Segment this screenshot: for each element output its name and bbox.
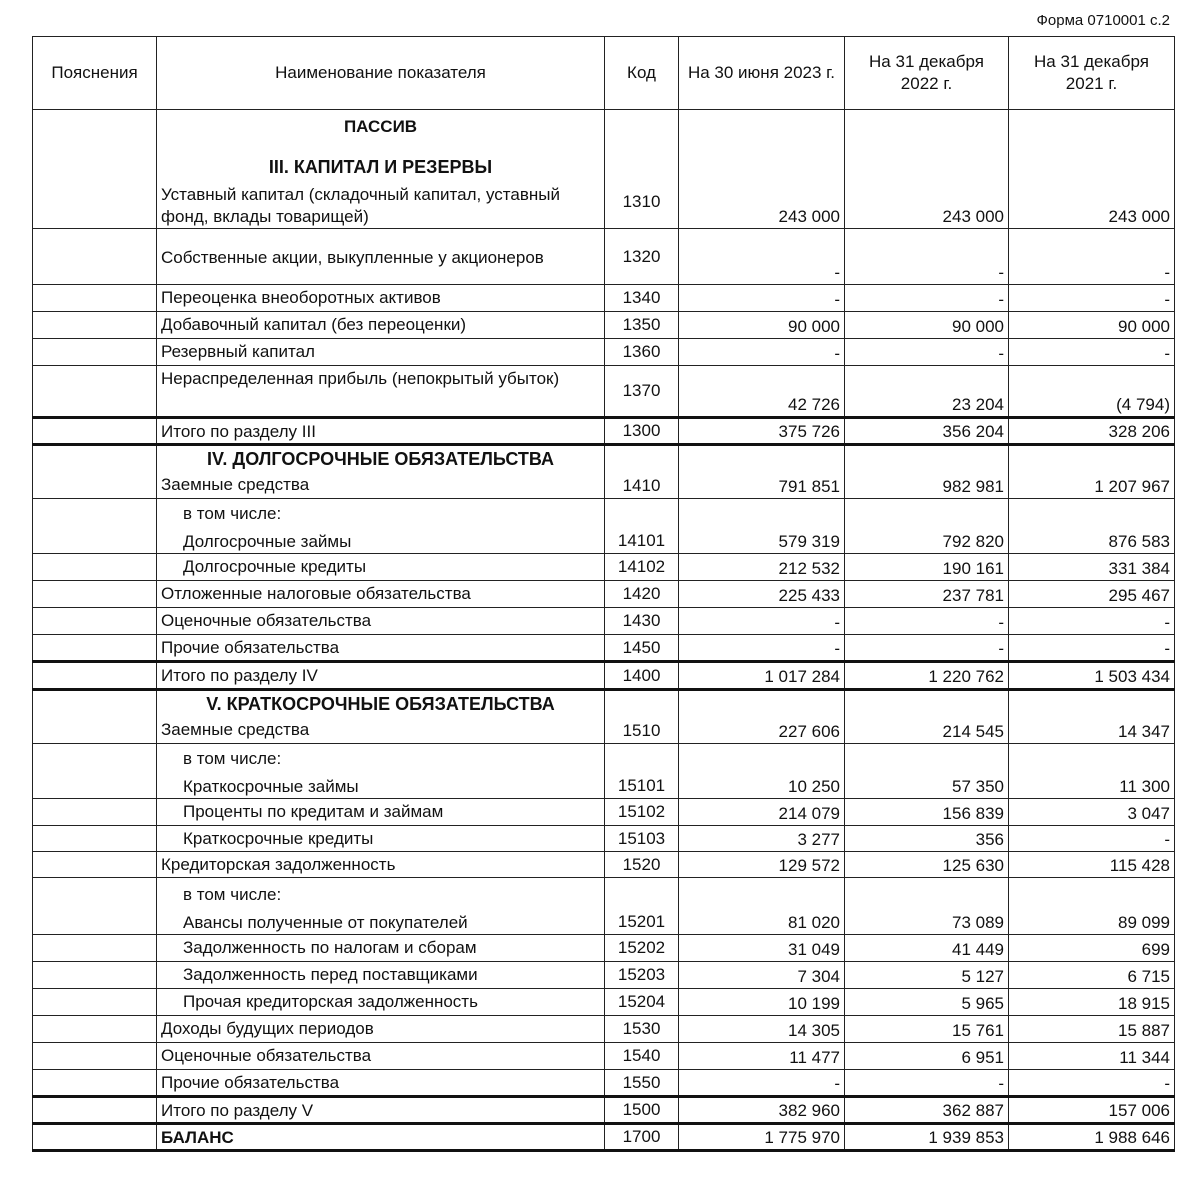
header-code: Код xyxy=(605,37,679,110)
row-name: Уставный капитал (складочный капитал, уставный фонд, вклады товарищей) xyxy=(161,185,560,226)
row-value-col3: 243 000 xyxy=(1009,110,1175,229)
row-name: Итого по разделу IV xyxy=(157,662,605,690)
row-value-col1: 227 606 xyxy=(679,690,845,744)
row-value-col1: - xyxy=(679,1070,845,1097)
row-value-col2: 214 545 xyxy=(845,690,1009,744)
row-name: Задолженность по налогам и сборам xyxy=(157,935,605,962)
row-name: Авансы полученные от покупателей xyxy=(183,913,468,932)
row-value-col3: 14 347 xyxy=(1009,690,1175,744)
row-value-col2: 243 000 xyxy=(845,110,1009,229)
section5-total-row xyxy=(33,1097,1175,1124)
form-number: Форма 0710001 с.2 xyxy=(1036,12,1170,29)
row-code: 1540 xyxy=(605,1043,679,1070)
table-header-row xyxy=(33,37,1175,110)
table-row xyxy=(33,285,1175,312)
row-value-col1: 382 960 xyxy=(679,1097,845,1124)
row-value-col1: 10 199 xyxy=(679,989,845,1016)
row-name: Добавочный капитал (без переоценки) xyxy=(157,312,605,339)
table-row xyxy=(33,581,1175,608)
row-value-col2: 190 161 xyxy=(845,554,1009,581)
table-row xyxy=(33,1043,1175,1070)
row-code: 15202 xyxy=(605,935,679,962)
row-code: 14101 xyxy=(605,499,679,554)
section3-total-row xyxy=(33,418,1175,445)
row-code: 15201 xyxy=(605,878,679,935)
header-name: Наименование показателя xyxy=(157,37,605,110)
row-value-col2: 23 204 xyxy=(845,366,1009,418)
row-code: 15203 xyxy=(605,962,679,989)
row-value-col2: - xyxy=(845,339,1009,366)
row-value-col2: 237 781 xyxy=(845,581,1009,608)
row-value-col1: 81 020 xyxy=(679,878,845,935)
table-row xyxy=(33,499,1175,554)
row-value-col2: 982 981 xyxy=(845,445,1009,499)
row-value-col1: 7 304 xyxy=(679,962,845,989)
row-value-col1: 129 572 xyxy=(679,852,845,878)
row-value-col3: 157 006 xyxy=(1009,1097,1175,1124)
row-code: 1350 xyxy=(605,312,679,339)
row-name: Прочие обязательства xyxy=(157,635,605,662)
row-value-col3: 89 099 xyxy=(1009,878,1175,935)
row-value-col1: - xyxy=(679,229,845,285)
row-value-col3: 331 384 xyxy=(1009,554,1175,581)
row-code: 1310 xyxy=(605,110,679,229)
including-label: в том числе: xyxy=(183,504,282,523)
including-label: в том числе: xyxy=(183,885,282,904)
row-value-col2: 73 089 xyxy=(845,878,1009,935)
row-name: Долгосрочные займы xyxy=(183,532,352,551)
row-name: Прочая кредиторская задолженность xyxy=(157,989,605,1016)
row-value-col1: 243 000 xyxy=(679,110,845,229)
row-value-col3: 6 715 xyxy=(1009,962,1175,989)
row-name: Итого по разделу III xyxy=(157,418,605,445)
row-value-col3: 1 988 646 xyxy=(1009,1124,1175,1151)
row-name: Долгосрочные кредиты xyxy=(157,554,605,581)
row-value-col3: - xyxy=(1009,339,1175,366)
row-name: Краткосрочные кредиты xyxy=(157,826,605,852)
header-notes: Пояснения xyxy=(33,37,157,110)
row-code: 1370 xyxy=(605,366,679,418)
row-value-col3: - xyxy=(1009,1070,1175,1097)
row-name: Заемные средства xyxy=(161,475,310,494)
row-code: 15204 xyxy=(605,989,679,1016)
balance-row xyxy=(33,1124,1175,1151)
row-value-col1: 1 017 284 xyxy=(679,662,845,690)
row-value-col3: 328 206 xyxy=(1009,418,1175,445)
row-value-col3: (4 794) xyxy=(1009,366,1175,418)
row-code: 1450 xyxy=(605,635,679,662)
row-value-col3: 876 583 xyxy=(1009,499,1175,554)
row-value-col1: 212 532 xyxy=(679,554,845,581)
including-label: в том числе: xyxy=(183,749,282,768)
table-row xyxy=(33,826,1175,852)
row-value-col3: 11 344 xyxy=(1009,1043,1175,1070)
row-value-col2: 6 951 xyxy=(845,1043,1009,1070)
row-name: Проценты по кредитам и займам xyxy=(157,799,605,826)
section-passive-title: ПАССИВ xyxy=(343,117,418,136)
row-code: 1300 xyxy=(605,418,679,445)
table-row xyxy=(33,1070,1175,1097)
row-value-col1: 791 851 xyxy=(679,445,845,499)
table-row xyxy=(33,312,1175,339)
table-row xyxy=(33,229,1175,285)
row-code: 1430 xyxy=(605,608,679,635)
row-value-col3: 11 300 xyxy=(1009,744,1175,799)
row-value-col1: - xyxy=(679,285,845,312)
row-name: Кредиторская задолженность xyxy=(157,852,605,878)
row-name: Оценочные обязательства xyxy=(157,1043,605,1070)
row-value-col2: 90 000 xyxy=(845,312,1009,339)
header-col1: На 30 июня 2023 г. xyxy=(679,37,845,110)
row-code: 1400 xyxy=(605,662,679,690)
row-name: Доходы будущих периодов xyxy=(157,1016,605,1043)
row-code: 15101 xyxy=(605,744,679,799)
row-value-col3: - xyxy=(1009,229,1175,285)
row-value-col1: 3 277 xyxy=(679,826,845,852)
row-name: Итого по разделу V xyxy=(157,1097,605,1124)
row-value-col2: 362 887 xyxy=(845,1097,1009,1124)
header-col3: На 31 декабря 2021 г. xyxy=(1009,37,1175,110)
row-name: Отложенные налоговые обязательства xyxy=(157,581,605,608)
section4-total-row xyxy=(33,662,1175,690)
row-name: Резервный капитал xyxy=(157,339,605,366)
section3-title: III. КАПИТАЛ И РЕЗЕРВЫ xyxy=(268,157,493,177)
row-value-col2: 5 965 xyxy=(845,989,1009,1016)
table-row xyxy=(33,935,1175,962)
table-row xyxy=(33,744,1175,799)
row-value-col1: - xyxy=(679,339,845,366)
row-code: 1700 xyxy=(605,1124,679,1151)
section5-borrowed-row xyxy=(33,690,1175,744)
row-value-col1: - xyxy=(679,635,845,662)
table-row xyxy=(33,608,1175,635)
row-value-col2: - xyxy=(845,1070,1009,1097)
row-value-col1: 214 079 xyxy=(679,799,845,826)
table-row xyxy=(33,989,1175,1016)
section4-borrowed-row xyxy=(33,445,1175,499)
row-value-col2: - xyxy=(845,229,1009,285)
row-value-col2: - xyxy=(845,635,1009,662)
row-value-col3: 18 915 xyxy=(1009,989,1175,1016)
row-code: 1360 xyxy=(605,339,679,366)
row-value-col1: 1 775 970 xyxy=(679,1124,845,1151)
table-row xyxy=(33,554,1175,581)
row-name: Нераспределенная прибыль (непокрытый убыток) xyxy=(157,366,605,418)
row-value-col2: 792 820 xyxy=(845,499,1009,554)
row-value-col3: 1 207 967 xyxy=(1009,445,1175,499)
row-name: Переоценка внеоборотных активов xyxy=(157,285,605,312)
row-code: 1520 xyxy=(605,852,679,878)
table-row xyxy=(33,366,1175,418)
table-row xyxy=(33,852,1175,878)
row-value-col1: 42 726 xyxy=(679,366,845,418)
row-code: 1550 xyxy=(605,1070,679,1097)
row-value-col3: 699 xyxy=(1009,935,1175,962)
row-name: Прочие обязательства xyxy=(157,1070,605,1097)
row-code: 1500 xyxy=(605,1097,679,1124)
row-value-col3: - xyxy=(1009,285,1175,312)
balance-sheet-table xyxy=(32,36,1175,1152)
row-code: 1340 xyxy=(605,285,679,312)
row-code: 15102 xyxy=(605,799,679,826)
row-value-col2: 356 204 xyxy=(845,418,1009,445)
row-value-col1: 225 433 xyxy=(679,581,845,608)
row-value-col2: 1 220 762 xyxy=(845,662,1009,690)
row-value-col1: 14 305 xyxy=(679,1016,845,1043)
table-row xyxy=(33,799,1175,826)
row-value-col2: - xyxy=(845,608,1009,635)
header-col2: На 31 декабря 2022 г. xyxy=(845,37,1009,110)
row-value-col2: 125 630 xyxy=(845,852,1009,878)
row-value-col1: 579 319 xyxy=(679,499,845,554)
row-value-col1: 11 477 xyxy=(679,1043,845,1070)
row-code: 15103 xyxy=(605,826,679,852)
row-value-col3: 3 047 xyxy=(1009,799,1175,826)
section-passive-row xyxy=(33,110,1175,229)
row-name: Задолженность перед поставщиками xyxy=(157,962,605,989)
row-code: 1530 xyxy=(605,1016,679,1043)
row-value-col1: - xyxy=(679,608,845,635)
row-value-col3: 90 000 xyxy=(1009,312,1175,339)
row-value-col1: 375 726 xyxy=(679,418,845,445)
row-value-col1: 10 250 xyxy=(679,744,845,799)
row-code: 14102 xyxy=(605,554,679,581)
table-row xyxy=(33,635,1175,662)
row-value-col2: 5 127 xyxy=(845,962,1009,989)
table-row xyxy=(33,1016,1175,1043)
section4-title: IV. ДОЛГОСРОЧНЫЕ ОБЯЗАТЕЛЬСТВА xyxy=(207,449,554,469)
section5-title: V. КРАТКОСРОЧНЫЕ ОБЯЗАТЕЛЬСТВА xyxy=(206,694,555,714)
table-row xyxy=(33,878,1175,935)
row-value-col3: - xyxy=(1009,608,1175,635)
row-value-col2: 356 xyxy=(845,826,1009,852)
row-value-col2: 15 761 xyxy=(845,1016,1009,1043)
table-row xyxy=(33,339,1175,366)
row-code: 1410 xyxy=(605,445,679,499)
row-value-col2: 41 449 xyxy=(845,935,1009,962)
row-value-col1: 90 000 xyxy=(679,312,845,339)
row-name: Краткосрочные займы xyxy=(183,777,359,796)
row-value-col3: 1 503 434 xyxy=(1009,662,1175,690)
row-value-col3: 15 887 xyxy=(1009,1016,1175,1043)
row-value-col3: - xyxy=(1009,826,1175,852)
row-value-col2: 57 350 xyxy=(845,744,1009,799)
row-name: БАЛАНС xyxy=(157,1124,605,1151)
row-value-col3: 115 428 xyxy=(1009,852,1175,878)
row-name: Собственные акции, выкупленные у акционеров xyxy=(157,229,605,285)
row-code: 1320 xyxy=(605,229,679,285)
row-value-col2: 1 939 853 xyxy=(845,1124,1009,1151)
row-value-col1: 31 049 xyxy=(679,935,845,962)
row-name: Оценочные обязательства xyxy=(157,608,605,635)
row-value-col2: 156 839 xyxy=(845,799,1009,826)
row-code: 1420 xyxy=(605,581,679,608)
table-row xyxy=(33,962,1175,989)
row-value-col2: - xyxy=(845,285,1009,312)
row-code: 1510 xyxy=(605,690,679,744)
row-name: Заемные средства xyxy=(161,720,310,739)
row-value-col3: - xyxy=(1009,635,1175,662)
row-value-col3: 295 467 xyxy=(1009,581,1175,608)
